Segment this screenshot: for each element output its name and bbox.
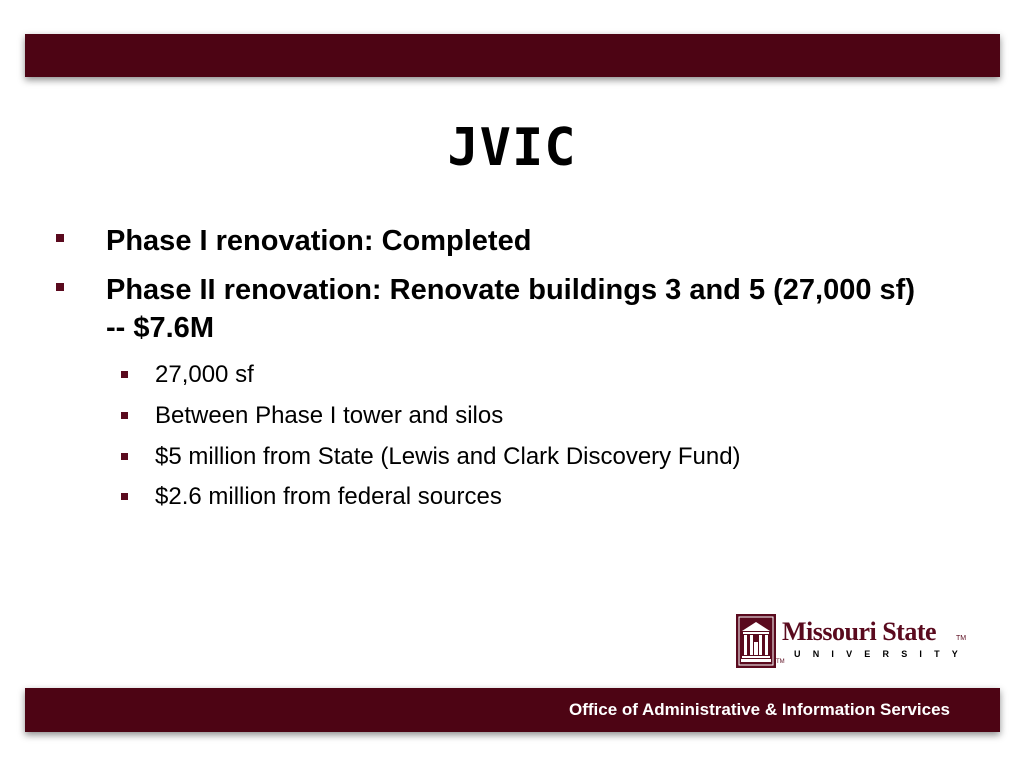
bullet-item [56, 271, 926, 347]
header-band [25, 34, 1000, 77]
logo-trademark: TM [956, 635, 967, 642]
logo-subtitle: UNIVERSITY [794, 649, 971, 659]
square-bullet-icon [56, 283, 64, 291]
square-bullet-icon [56, 234, 64, 242]
bullet-text: Phase I renovation: Completed [106, 225, 532, 257]
bullet-item [56, 222, 926, 260]
logo-trademark-seal: TM [776, 659, 785, 665]
logo-wordmark: Missouri State [782, 617, 937, 646]
footer-text: Office of Administrative & Information Services [568, 700, 950, 719]
sub-bullet-item [121, 483, 502, 511]
missouri-state-logo [736, 614, 971, 670]
university-seal-icon [736, 614, 776, 668]
footer-band [25, 688, 1000, 732]
bullet-text: Phase II renovation: Renovate buildings 3 and 5 (27,000 sf) -- $7.6M [106, 274, 915, 344]
sub-bullet-item [121, 402, 503, 430]
sub-bullet-text: $5 million from State (Lewis and Clark Discovery Fund) [155, 443, 741, 470]
slide-title: JVIC [447, 118, 577, 178]
sub-bullet-item [121, 361, 254, 389]
square-bullet-icon [121, 412, 128, 419]
sub-bullet-item [121, 443, 741, 471]
square-bullet-icon [121, 453, 128, 460]
sub-bullet-text: Between Phase I tower and silos [155, 402, 504, 429]
square-bullet-icon [121, 371, 128, 378]
sub-bullet-text: 27,000 sf [155, 361, 254, 388]
square-bullet-icon [121, 493, 128, 500]
sub-bullet-text: $2.6 million from federal sources [155, 483, 502, 510]
